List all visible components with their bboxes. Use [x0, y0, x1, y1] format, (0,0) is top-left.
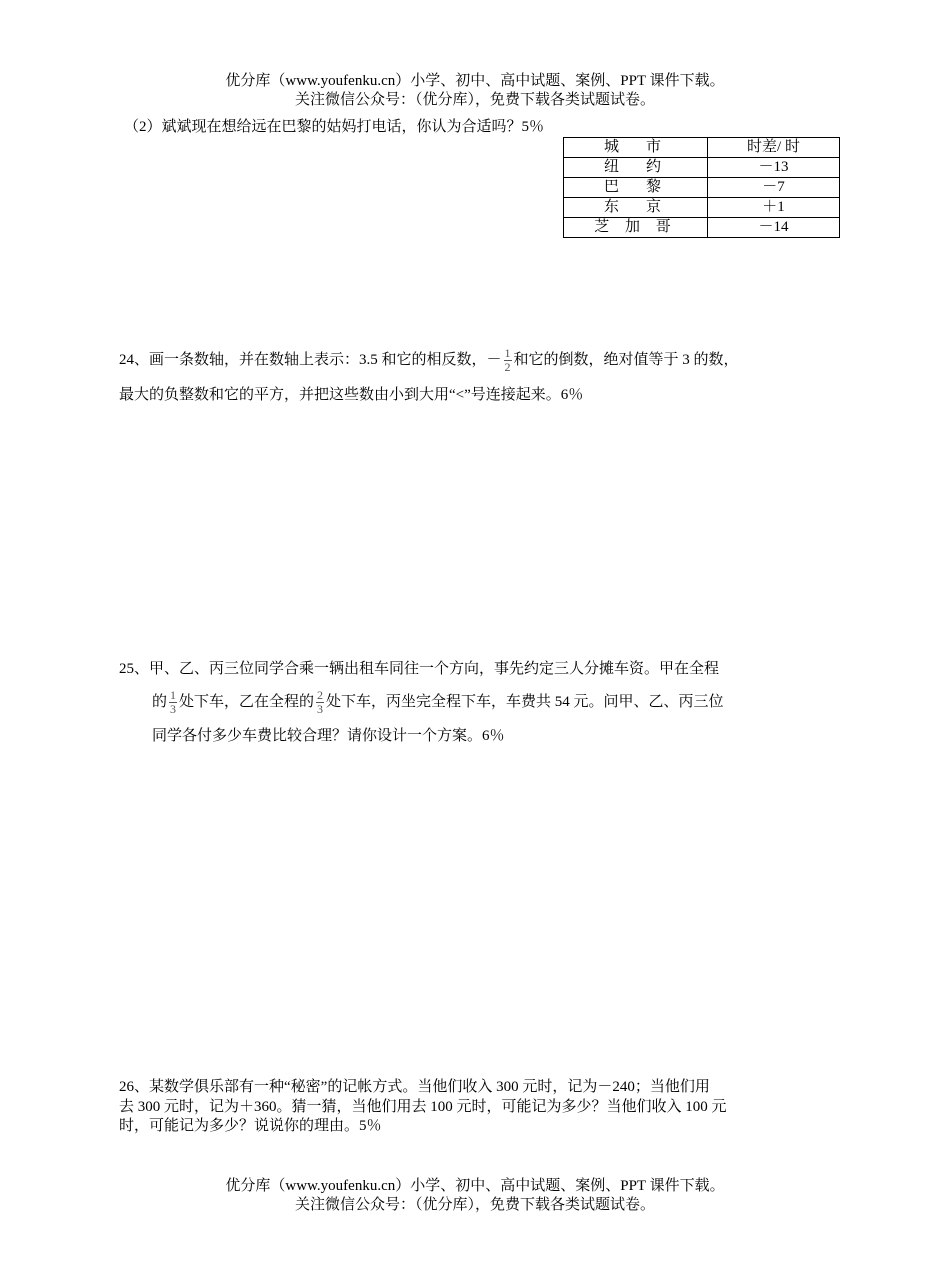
question-24-line-1: [119, 343, 739, 377]
table-header-row: [564, 138, 840, 158]
fraction-one-third: [169, 689, 177, 716]
question-25-text-b: 处下车，乙在全程的: [179, 694, 315, 710]
question-25-text-a: 的: [152, 694, 168, 710]
header-line-1: 优分库（www.youfenku.cn）小学、初中、高中试题、案例、PPT 课件下载。: [225, 73, 725, 89]
question-23-part-2: （2）斌斌现在想给远在巴黎的姑妈打电话，你认为合适吗？5％: [124, 119, 545, 135]
table-row: [564, 198, 840, 218]
table-cell-city: 纽 约: [564, 158, 708, 178]
table-cell-city: 芝 加 哥: [564, 218, 708, 238]
table-cell-diff: ＋1: [708, 198, 840, 218]
question-25-line-2: [152, 685, 724, 719]
time-difference-table: [563, 137, 840, 238]
fraction-numerator: 1: [170, 688, 177, 703]
table-header-city: 城 市: [564, 138, 708, 158]
table-cell-city: 巴 黎: [564, 178, 708, 198]
fraction-denominator: 3: [170, 702, 177, 717]
question-26-line-3: 时，可能记为多少？说说你的理由。5％: [119, 1118, 382, 1134]
question-26-line-2: 去 300 元时，记为＋360。猜一猜，当他们用去 100 元时，可能记为多少？当他们收入 100 元: [119, 1099, 727, 1115]
question-24-line-2: 最大的负整数和它的平方，并把这些数由小到大用“<”号连接起来。6％: [119, 387, 584, 403]
question-25-line-3: 同学各付多少车费比较合理？请你设计一个方案。6％: [152, 728, 505, 744]
table-cell-city: 东 京: [564, 198, 708, 218]
footer-line-2: 关注微信公众号：（优分库），免费下载各类试题试卷。: [294, 1197, 655, 1213]
fraction-one-half: [504, 347, 512, 374]
table-header-diff: 时差/ 时: [708, 138, 840, 158]
table-row: [564, 218, 840, 238]
fraction-denominator: 3: [317, 702, 324, 717]
question-26-line-1: 26、某数学俱乐部有一种“秘密”的记帐方式。当他们收入 300 元时，记为－240；当他们用: [119, 1079, 710, 1095]
table-cell-diff: －13: [708, 158, 840, 178]
table-cell-diff: －14: [708, 218, 840, 238]
fraction-numerator: 1: [504, 346, 511, 361]
table-row: [564, 158, 840, 178]
table-row: [564, 178, 840, 198]
fraction-denominator: 2: [504, 360, 511, 375]
footer-line-1: 优分库（www.youfenku.cn）小学、初中、高中试题、案例、PPT 课件下载。: [225, 1178, 725, 1194]
question-25-text-c: 处下车，丙坐完全程下车，车费共 54 元。问甲、乙、丙三位: [326, 694, 724, 710]
table-cell-diff: －7: [708, 178, 840, 198]
question-25-line-1: 25、甲、乙、丙三位同学合乘一辆出租车同往一个方向，事先约定三人分摊车资。甲在全程: [119, 661, 720, 677]
header-line-2: 关注微信公众号：（优分库），免费下载各类试题试卷。: [294, 92, 655, 108]
fraction-two-thirds: [316, 689, 324, 716]
fraction-numerator: 2: [317, 688, 324, 703]
question-24-text-a: 24、画一条数轴，并在数轴上表示：3.5 和它的相反数，－: [119, 352, 502, 368]
question-24-text-b: 和它的倒数，绝对值等于 3 的数，: [513, 352, 739, 368]
